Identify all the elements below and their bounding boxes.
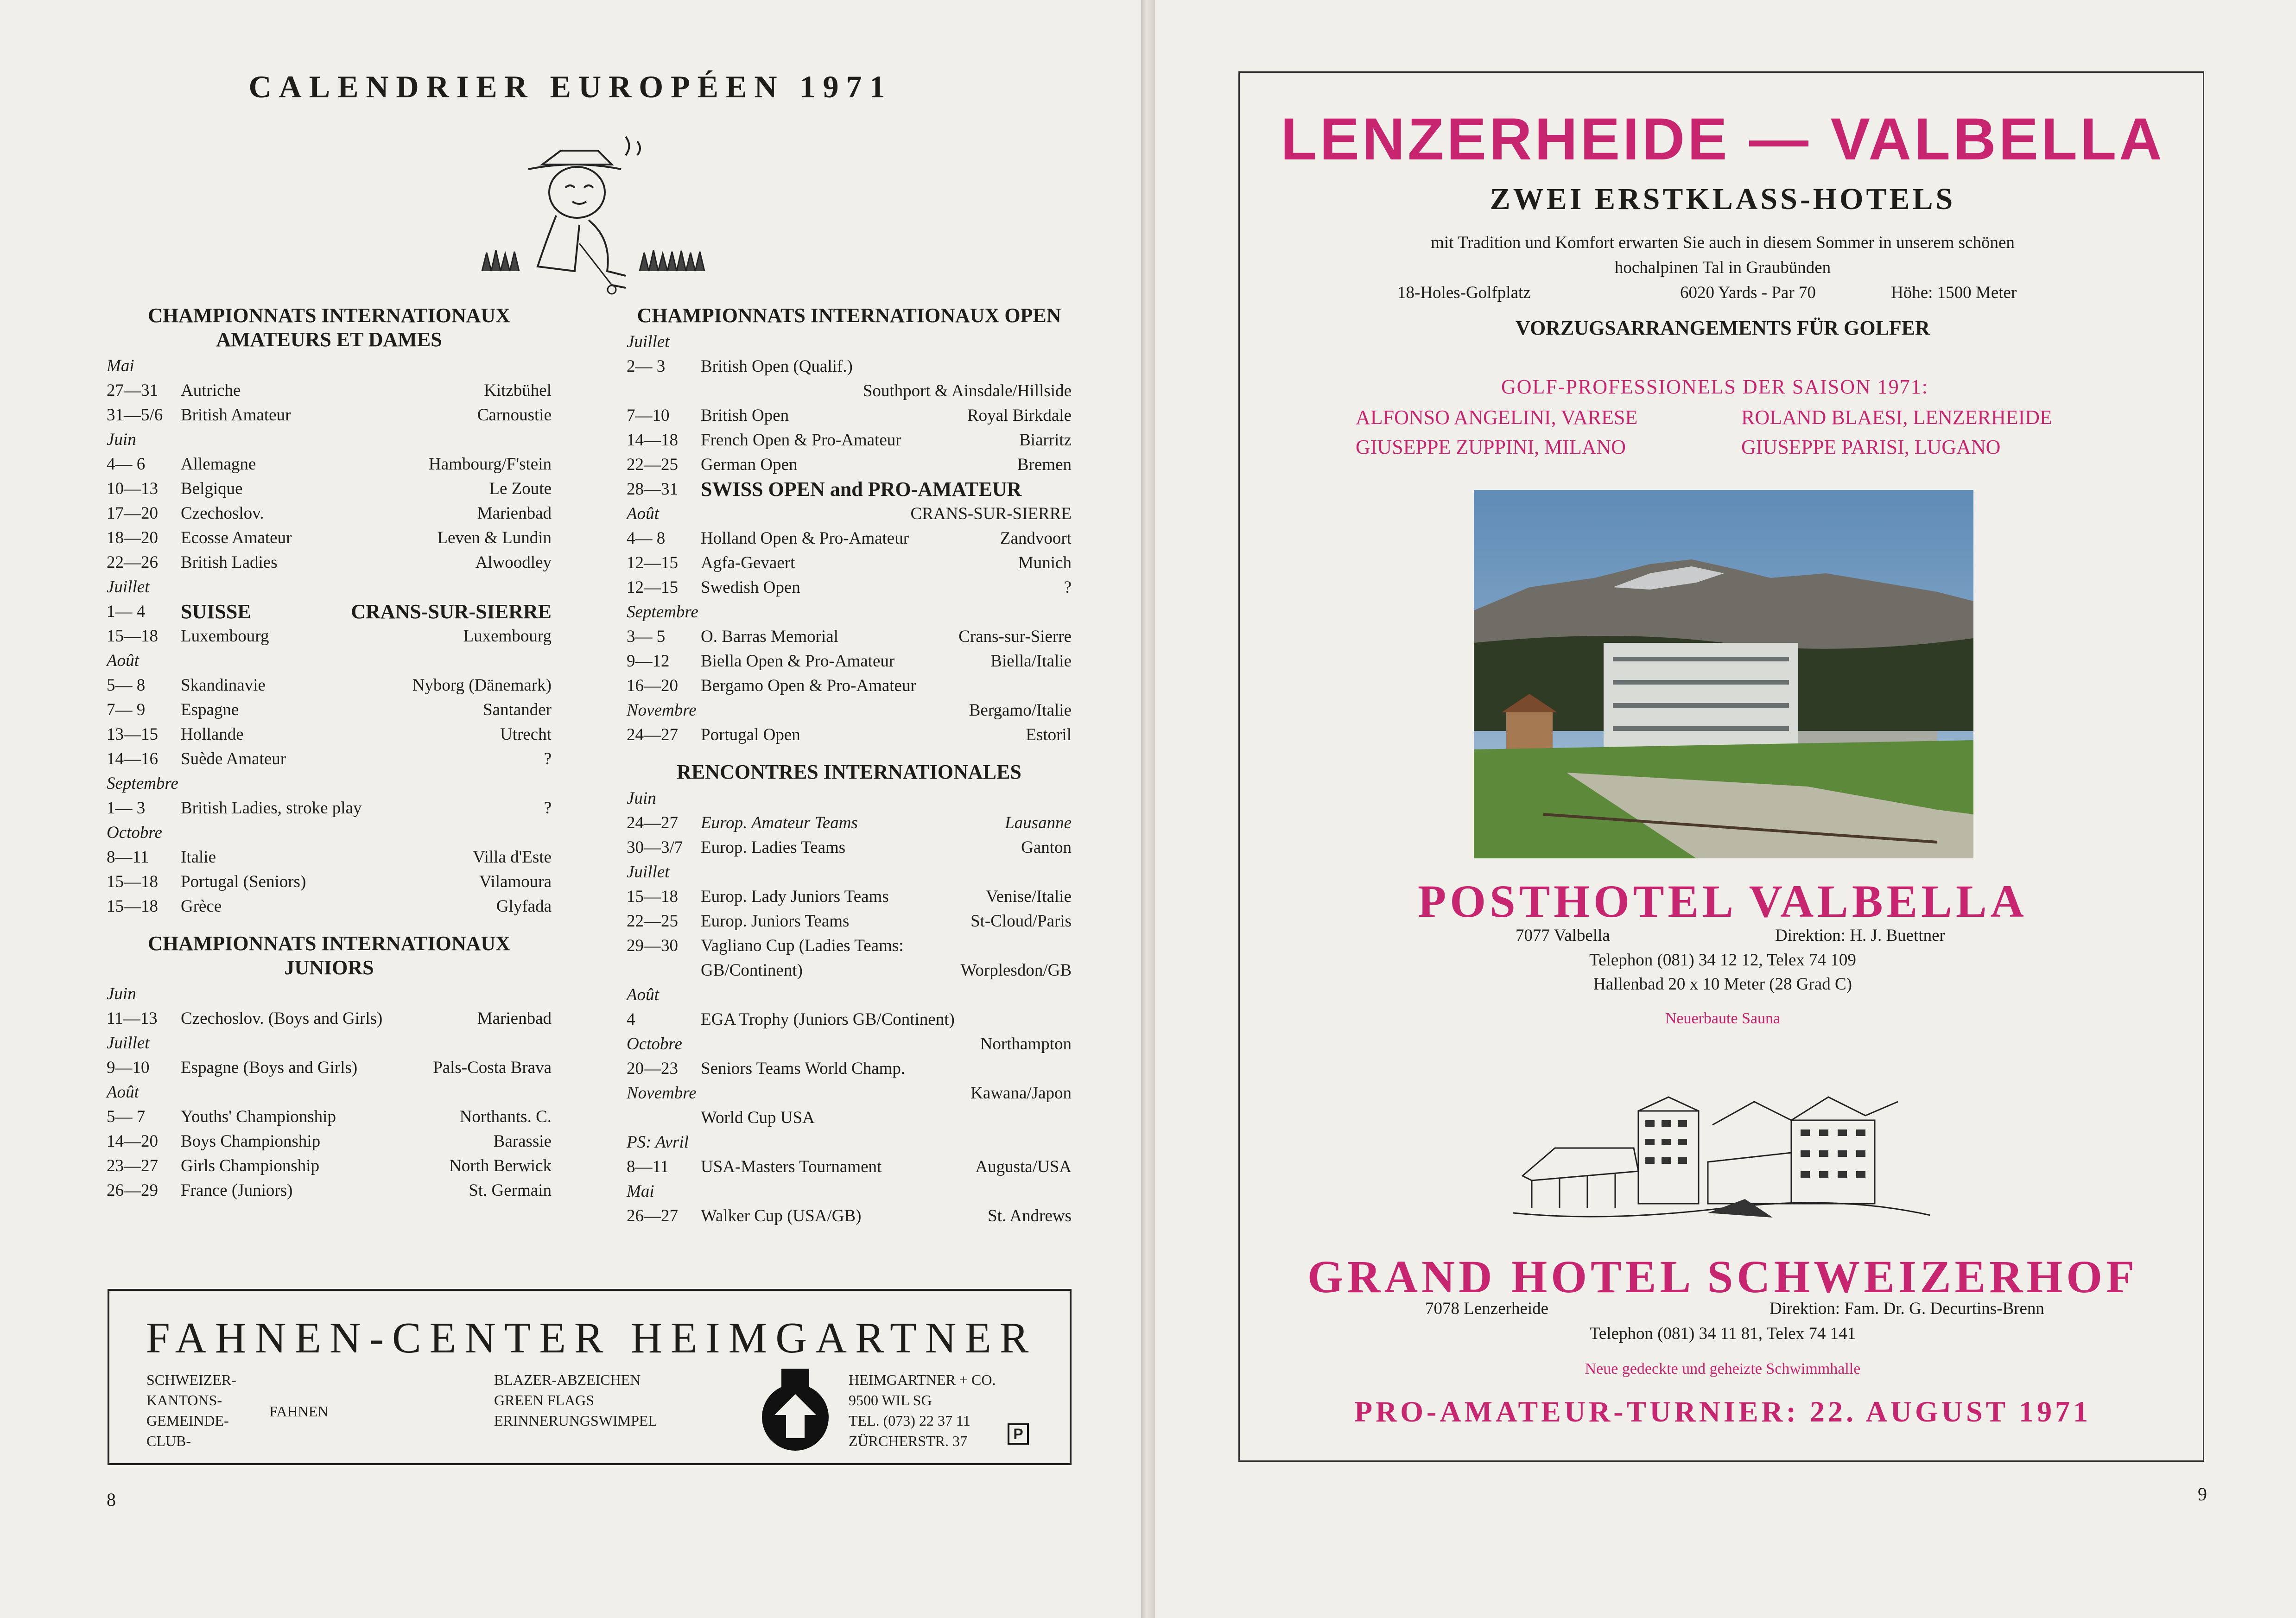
event-name: Espagne (181, 700, 239, 719)
event-date: 22—25 (627, 455, 678, 474)
juniors-list (107, 982, 552, 1203)
calendar-row (627, 1105, 1072, 1130)
month-label: Juillet (107, 1034, 150, 1053)
month-label: Septembre (627, 603, 698, 622)
month-heading (107, 427, 552, 452)
event-name: Luxembourg (181, 627, 269, 646)
month-heading (107, 1031, 552, 1055)
event-date: 5— 8 (107, 676, 146, 695)
event-date: 15—18 (107, 897, 158, 916)
calendar-row (627, 1007, 1072, 1032)
product-item: GREEN FLAGS (494, 1392, 595, 1409)
book-gutter (1141, 0, 1155, 1618)
fahnen-word: FAHNEN (269, 1403, 329, 1420)
event-date: 29—30 (627, 936, 678, 955)
month-heading (627, 698, 1072, 723)
month-right-label: CRANS-SUR-SIERRE (910, 504, 1072, 523)
product-item: BLAZER-ABZEICHEN (494, 1371, 641, 1388)
grandhotel-location: 7078 Lenzerheide (1425, 1299, 1549, 1318)
month-heading (627, 1179, 1072, 1204)
posthotel-sauna: Neuerbaute Sauna (1665, 1010, 1781, 1027)
event-name: SUISSE (181, 600, 251, 623)
month-label: Juin (627, 789, 656, 808)
calendar-row (107, 673, 552, 698)
event-name: Suède Amateur (181, 749, 286, 768)
calendar-row (627, 354, 1072, 379)
event-place: CRANS-SUR-SIERRE (351, 600, 552, 623)
event-name: GB/Continent) (701, 961, 803, 980)
event-name: Ecosse Amateur (181, 528, 292, 547)
month-heading (627, 1081, 1072, 1105)
calendar-row (107, 1055, 552, 1080)
calendar-row (627, 649, 1072, 673)
event-place: Pals-Costa Brava (433, 1058, 552, 1077)
event-name (701, 379, 863, 403)
event-date (627, 379, 701, 403)
event-name: Swedish Open (701, 578, 800, 597)
event-date: 31—5/6 (107, 406, 163, 425)
ad-intro (1240, 230, 2206, 280)
calendar-row (107, 747, 552, 771)
event-name: Girls Championship (181, 1156, 320, 1175)
event-place: Vilamoura (479, 872, 552, 891)
event-name: EGA Trophy (Juniors GB/Continent) (701, 1010, 955, 1029)
calendar-row (627, 551, 1072, 575)
fact-yards: 6020 Yards - Par 70 (1680, 283, 1816, 302)
rencontres-list (627, 786, 1072, 1228)
calendar-left-column (107, 304, 552, 1203)
grandhotel-telephone: Telephon (081) 34 11 81, Telex 74 141 (1589, 1324, 1856, 1343)
calendar-row (627, 624, 1072, 649)
event-date: 15—18 (107, 872, 158, 891)
fahnen-center-title: FAHNEN-CENTER HEIMGARTNER (146, 1314, 1037, 1362)
event-place: Biella/Italie (990, 652, 1072, 671)
vorzug-heading: VORZUGSARRANGEMENTS FÜR GOLFER (1516, 317, 1930, 339)
event-name: Hollande (181, 725, 244, 744)
pros-right (1741, 403, 2052, 462)
event-date: 9—10 (107, 1058, 150, 1077)
event-name: French Open & Pro-Amateur (701, 431, 901, 450)
month-label: Juillet (627, 863, 670, 882)
posthotel-telephone: Telephon (081) 34 12 12, Telex 74 109 (1589, 951, 1856, 970)
calendar-row (627, 673, 1072, 698)
event-place: Carnoustie (477, 406, 552, 425)
open-list (627, 330, 1072, 747)
event-place: ? (544, 749, 552, 768)
month-label: Novembre (627, 701, 697, 720)
month-heading (107, 648, 552, 673)
month-label: Octobre (107, 823, 162, 842)
event-date: 22—25 (627, 912, 678, 931)
event-name: Espagne (Boys and Girls) (181, 1058, 358, 1077)
event-place: Bremen (1017, 455, 1072, 474)
event-place: Biarritz (1019, 431, 1072, 450)
pro-name: GIUSEPPE PARISI, LUGANO (1741, 436, 2001, 458)
event-name: World Cup USA (701, 1108, 815, 1127)
grandhotel-pool: Neue gedeckte und geheizte Schwimmhalle (1585, 1360, 1861, 1377)
ad-subheadline: ZWEI ERSTKLASS-HOTELS (1490, 182, 1956, 216)
event-place: Alwoodley (475, 553, 552, 572)
event-place: Marienbad (477, 1009, 552, 1028)
event-date: 22—26 (107, 553, 158, 572)
event-name: British Amateur (181, 406, 291, 425)
calendar-row (107, 845, 552, 869)
month-right-label: Northampton (980, 1034, 1072, 1053)
event-date: 26—27 (627, 1206, 678, 1225)
event-place: Luxembourg (463, 627, 552, 646)
month-label: Juillet (107, 577, 150, 596)
event-place: ? (544, 799, 552, 818)
page-number-right: 9 (2198, 1484, 2207, 1504)
event-place: Leven & Lundin (437, 528, 552, 547)
month-heading (107, 771, 552, 796)
event-name: Europ. Ladies Teams (701, 838, 846, 857)
month-right-label: Kawana/Japon (970, 1084, 1072, 1103)
month-label: Août (627, 504, 659, 523)
pros-left (1356, 403, 1637, 462)
month-heading (627, 330, 1072, 354)
event-place: Venise/Italie (986, 887, 1072, 906)
calendar-row (627, 477, 1072, 501)
event-name: Vagliano Cup (Ladies Teams: (701, 936, 904, 955)
event-name: Europ. Juniors Teams (701, 912, 850, 931)
event-name: Biella Open & Pro-Amateur (701, 652, 895, 671)
calendar-row (107, 624, 552, 648)
section-title-amateurs: CHAMPIONNATS INTERNATIONAUX AMATEURS ET DAMES (148, 304, 510, 351)
event-place: Munich (1018, 553, 1072, 572)
pro-name: ROLAND BLAESI, LENZERHEIDE (1741, 406, 2052, 429)
calendar-row (107, 526, 552, 550)
calendar-row (627, 575, 1072, 600)
pro-name: ALFONSO ANGELINI, VARESE (1356, 406, 1638, 429)
posthotel-pool: Hallenbad 20 x 10 Meter (28 Grad C) (1593, 975, 1852, 994)
event-date: 2— 3 (627, 357, 666, 376)
product-item: ERINNERUNGSWIMPEL (494, 1412, 657, 1429)
month-heading (627, 983, 1072, 1007)
event-date: 1— 3 (107, 799, 146, 818)
event-date (627, 1105, 701, 1130)
event-place: Santander (483, 700, 552, 719)
grandhotel-name: GRAND HOTEL SCHWEIZERHOF (1307, 1251, 2138, 1302)
event-name: Seniors Teams World Champ. (701, 1059, 906, 1078)
event-place: Estoril (1026, 725, 1072, 744)
pros-title: GOLF-PROFESSIONELS DER SAISON 1971: (1501, 375, 1928, 398)
event-date: 24—27 (627, 725, 678, 744)
golfer-cartoon-illustration (473, 132, 714, 304)
event-name: Portugal (Seniors) (181, 872, 306, 891)
event-date: 27—31 (107, 381, 158, 400)
event-place: St-Cloud/Paris (970, 912, 1072, 931)
event-place: Ganton (1021, 838, 1072, 857)
event-date: 10—13 (107, 479, 158, 498)
parking-icon: P (1008, 1423, 1029, 1445)
month-heading (107, 982, 552, 1006)
event-date: 24—27 (627, 813, 678, 832)
month-heading (107, 820, 552, 845)
event-name: Skandinavie (181, 676, 266, 695)
event-place: Le Zoute (489, 479, 552, 498)
event-date: 7—10 (627, 406, 670, 425)
hotel-ad-frame (1238, 71, 2204, 1462)
calendar-row (627, 811, 1072, 835)
heimgartner-address (849, 1370, 996, 1451)
calendar-row (627, 958, 1072, 983)
calendar-row (627, 1155, 1072, 1179)
fact-altitude: Höhe: 1500 Meter (1891, 283, 2017, 302)
calendar-row (627, 526, 1072, 551)
event-date: 12—15 (627, 553, 678, 572)
intro-line: mit Tradition und Komfort erwarten Sie auch in diesem Sommer in unserem schönen (1431, 233, 2015, 252)
ad-headline: LENZERHEIDE — VALBELLA (1281, 106, 2165, 172)
event-date: 20—23 (627, 1059, 678, 1078)
month-heading (107, 1080, 552, 1104)
month-label: Mai (107, 356, 134, 375)
calendar-row (627, 884, 1072, 909)
event-place: Kitzbühel (484, 381, 552, 400)
section-title-rencontres: RENCONTRES INTERNATIONALES (677, 761, 1021, 783)
heimgartner-logo-icon (756, 1369, 835, 1452)
event-date: 14—20 (107, 1132, 158, 1151)
event-date: 23—27 (107, 1156, 158, 1175)
event-name: O. Barras Memorial (701, 627, 838, 646)
month-label: Septembre (107, 774, 178, 793)
event-name: Agfa-Gevaert (701, 553, 795, 572)
month-heading (107, 575, 552, 599)
calendar-row (107, 476, 552, 501)
pro-name: GIUSEPPE ZUPPINI, MILANO (1356, 436, 1626, 458)
event-name: Italie (181, 848, 216, 867)
month-heading (107, 354, 552, 378)
month-label: Juin (107, 984, 136, 1003)
event-date: 28—31 (627, 480, 678, 499)
event-place: Crans-sur-Sierre (958, 627, 1072, 646)
calendar-row (107, 698, 552, 722)
fahnen-products-list (494, 1370, 657, 1431)
month-label: Mai (627, 1182, 654, 1201)
event-place: Barassie (493, 1132, 552, 1151)
event-date: 1— 4 (107, 602, 146, 621)
month-label: Juin (107, 430, 136, 449)
event-date: 18—20 (107, 528, 158, 547)
calendar-row (107, 796, 552, 820)
month-label: Juillet (627, 332, 670, 351)
month-label: Octobre (627, 1034, 682, 1053)
event-name: Portugal Open (701, 725, 800, 744)
left-page (0, 0, 1141, 1618)
fahnen-type: KANTONS- (146, 1392, 222, 1409)
calendar-row (107, 452, 552, 476)
event-place: Nyborg (Dänemark) (412, 676, 552, 695)
calendar-row (107, 1104, 552, 1129)
calendar-row (107, 599, 552, 624)
event-date: 17—20 (107, 504, 158, 523)
turnier-announcement: PRO-AMATEUR-TURNIER: 22. AUGUST 1971 (1354, 1395, 2092, 1428)
event-place: Southport & Ainsdale/Hillside (863, 381, 1072, 400)
address-line: ZÜRCHERSTR. 37 (849, 1433, 968, 1449)
page-number-left: 8 (107, 1489, 116, 1510)
right-page (1155, 0, 2296, 1618)
fahnen-type: SCHWEIZER- (146, 1371, 236, 1388)
event-name: USA-Masters Tournament (701, 1157, 882, 1176)
event-date: 9—12 (627, 652, 670, 671)
event-name: Holland Open & Pro-Amateur (701, 529, 909, 548)
calendar-row (107, 722, 552, 747)
event-name: Allemagne (181, 455, 256, 474)
calendar-row (627, 1204, 1072, 1228)
month-heading (627, 860, 1072, 884)
event-place: Utrecht (500, 725, 552, 744)
intro-line: hochalpinen Tal in Graubünden (1614, 258, 1831, 277)
posthotel-name: POSTHOTEL VALBELLA (1418, 876, 2028, 927)
calendar-row (107, 1006, 552, 1031)
event-place: St. Germain (469, 1181, 552, 1200)
amateurs-list (107, 354, 552, 919)
event-name: Grèce (181, 897, 222, 916)
event-place: Villa d'Este (473, 848, 552, 867)
event-date: 3— 5 (627, 627, 666, 646)
event-date: 4 (627, 1010, 635, 1029)
calendar-row (107, 869, 552, 894)
month-label: Août (107, 651, 139, 670)
month-heading (627, 501, 1072, 526)
calendar-row (107, 894, 552, 919)
event-date: 13—15 (107, 725, 158, 744)
address-line: HEIMGARTNER + CO. (849, 1371, 996, 1388)
fahnen-type: CLUB- (146, 1433, 191, 1449)
event-place: North Berwick (449, 1156, 552, 1175)
calendar-row (627, 835, 1072, 860)
month-heading (627, 1130, 1072, 1155)
event-name: Bergamo Open & Pro-Amateur (701, 676, 916, 695)
event-name: SWISS OPEN and PRO-AMATEUR (701, 478, 1022, 501)
fahnen-type: GEMEINDE- (146, 1412, 229, 1429)
event-date: 30—3/7 (627, 838, 683, 857)
event-name: Europ. Amateur Teams (701, 813, 858, 832)
calendar-row (627, 723, 1072, 747)
event-date: 12—15 (627, 578, 678, 597)
event-name: Czechoslov. (Boys and Girls) (181, 1009, 383, 1028)
event-date: 8—11 (107, 848, 149, 867)
fact-holes: 18-Holes-Golfplatz (1397, 283, 1531, 302)
event-name: Walker Cup (USA/GB) (701, 1206, 862, 1225)
event-name: Europ. Lady Juniors Teams (701, 887, 889, 906)
calendar-row (107, 550, 552, 575)
event-date: 14—18 (627, 431, 678, 450)
event-place: Lausanne (1005, 813, 1072, 832)
event-name: British Ladies (181, 553, 278, 572)
month-label: Août (627, 985, 659, 1004)
posthotel-direktion: Direktion: H. J. Buettner (1775, 926, 1945, 945)
event-date: 4— 6 (107, 455, 146, 474)
event-name: British Open (Qualif.) (701, 357, 853, 376)
event-name: German Open (701, 455, 798, 474)
grandhotel-direktion: Direktion: Fam. Dr. G. Decurtins-Brenn (1770, 1299, 2044, 1318)
calendar-row (627, 379, 1072, 403)
event-place: St. Andrews (988, 1206, 1072, 1225)
event-name: France (Juniors) (181, 1181, 293, 1200)
calendar-right-column (627, 304, 1072, 1228)
event-place: Augusta/USA (975, 1157, 1072, 1176)
event-place: Royal Birkdale (967, 406, 1072, 425)
event-name: Autriche (181, 381, 241, 400)
calendar-row (107, 1129, 552, 1154)
event-date: 16—20 (627, 676, 678, 695)
event-date: 15—18 (107, 627, 158, 646)
event-date: 4— 8 (627, 529, 666, 548)
calendar-title: CALENDRIER EUROPÉEN 1971 (248, 69, 893, 104)
address-line: 9500 WIL SG (849, 1392, 932, 1409)
event-name: Youths' Championship (181, 1107, 336, 1126)
event-place: Hambourg/F'stein (429, 455, 552, 474)
event-place: Marienbad (477, 504, 552, 523)
fahnen-types-list (146, 1370, 236, 1451)
month-label: PS: Avril (627, 1133, 689, 1152)
event-date: 14—16 (107, 749, 158, 768)
event-name: Boys Championship (181, 1132, 321, 1151)
month-heading (627, 1032, 1072, 1056)
section-title-open: CHAMPIONNATS INTERNATIONAUX OPEN (637, 304, 1061, 327)
event-place: Glyfada (496, 897, 552, 916)
calendar-row (107, 1154, 552, 1178)
section-title-juniors: CHAMPIONNATS INTERNATIONAUX JUNIORS (148, 932, 510, 979)
event-place: Worplesdon/GB (960, 961, 1072, 980)
calendar-row (627, 909, 1072, 933)
event-name: Belgique (181, 479, 243, 498)
fahnen-center-ad (108, 1289, 1072, 1465)
event-place: Northants. C. (459, 1107, 552, 1126)
event-date: 15—18 (627, 887, 678, 906)
month-label: Novembre (627, 1084, 697, 1103)
event-place: ? (1064, 578, 1072, 597)
event-date: 7— 9 (107, 700, 146, 719)
month-heading (627, 600, 1072, 624)
address-line: TEL. (073) 22 37 11 (849, 1412, 970, 1429)
event-date: 26—29 (107, 1181, 158, 1200)
calendar-row (107, 501, 552, 526)
event-name: British Open (701, 406, 789, 425)
event-date: 5— 7 (107, 1107, 146, 1126)
month-heading (627, 786, 1072, 811)
calendar-row (627, 933, 1072, 958)
event-name: Czechoslov. (181, 504, 264, 523)
event-date: 8—11 (627, 1157, 669, 1176)
event-date: 11—13 (107, 1009, 158, 1028)
posthotel-location: 7077 Valbella (1516, 926, 1610, 945)
event-date (627, 958, 701, 983)
calendar-row (627, 452, 1072, 477)
calendar-row (627, 1056, 1072, 1081)
posthotel-photo (1474, 490, 1973, 858)
calendar-row (107, 378, 552, 403)
calendar-row (107, 1178, 552, 1203)
event-place: Zandvoort (1000, 529, 1072, 548)
calendar-row (107, 403, 552, 427)
grand-hotel-sketch (1513, 1083, 1930, 1241)
calendar-row (627, 428, 1072, 452)
event-name: British Ladies, stroke play (181, 799, 362, 818)
month-label: Août (107, 1083, 139, 1102)
month-right-label: Bergamo/Italie (969, 701, 1072, 720)
calendar-row (627, 403, 1072, 428)
